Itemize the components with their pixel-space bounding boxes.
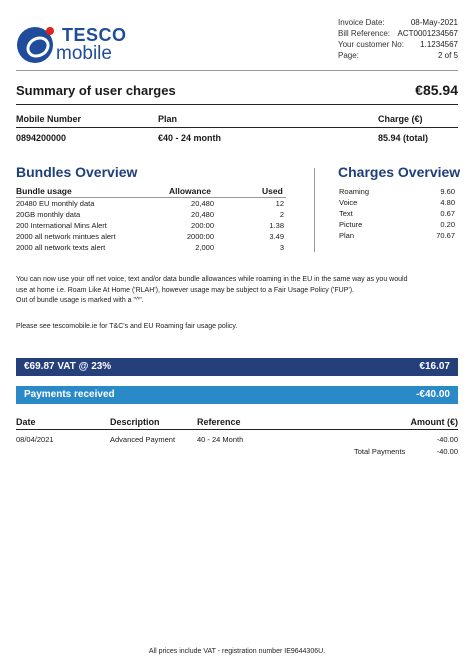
roaming-note: You can now use your off net voice, text and/or data bundle allowances while roaming in the EU in the same way as you would use at home i.e. Roam Like At Home ('RLAH'), however usage may be subject to a Fair Usage Policy ('FUP'). Out of bundle usage is marked with a "^". [16, 276, 408, 304]
header-amount: Amount (€) [410, 417, 458, 427]
payments-label: Payments received [24, 389, 115, 400]
payments-bar [16, 386, 458, 404]
total-payments-label: Total Payments [354, 447, 406, 456]
summary-title: Summary of user charges [16, 83, 176, 98]
logo-product: mobile [56, 43, 112, 64]
meta-page: Page: 2 of 5 [338, 51, 458, 60]
table-row: Picture 0.20 [339, 220, 455, 229]
payment-description: Advanced Payment [110, 435, 176, 444]
meta-customer-no: Your customer No: 1.1234567 [338, 40, 458, 49]
header-reference: Reference [197, 417, 241, 427]
table-row: 2000 all network texts alert 2,000 3 [16, 243, 284, 252]
summary-total: €85.94 [415, 82, 458, 98]
divider [16, 104, 458, 105]
section-divider [314, 168, 315, 252]
table-row: 20480 EU monthly data 20,480 12 [16, 199, 284, 208]
table-row: 20GB monthly data 20,480 2 [16, 210, 284, 219]
meta-invoice-date: Invoice Date: 08-May-2021 [338, 18, 458, 27]
table-row: Roaming 9.60 [339, 187, 455, 196]
charges-title: Charges Overview [338, 164, 461, 180]
table-row: Text 0.67 [339, 209, 455, 218]
bundles-title: Bundles Overview [16, 164, 138, 180]
total-payments-value: -40.00 [436, 447, 458, 456]
allowance-header: Allowance [169, 186, 212, 196]
used-header: Used [262, 186, 283, 196]
footer-vat-note: All prices include VAT - registration number IE9644306U. [148, 648, 326, 655]
table-row: Voice 4.80 [339, 198, 455, 207]
logo-red-dot [46, 27, 54, 35]
table-row: 2000 all network mintues alert 2000:00 3.49 [16, 232, 284, 241]
mobile-number: 0894200000 [16, 133, 67, 143]
invoice-meta [338, 17, 458, 61]
vat-value: €16.07 [419, 361, 450, 372]
header-charge: Charge (€) [378, 114, 423, 124]
table-row: Plan 70.67 [339, 231, 455, 240]
table-row: 200 International Mins Alert 200:00 1.38 [16, 221, 284, 230]
payment-reference: 40 - 24 Month [197, 435, 244, 444]
header-mobile-number: Mobile Number [16, 114, 82, 124]
vat-bar [16, 358, 458, 376]
bundle-usage-header: Bundle usage [16, 186, 72, 196]
charges-table [339, 186, 455, 241]
header-description: Description [110, 417, 160, 427]
meta-bill-reference: Bill Reference: ACT0001234567 [338, 29, 458, 38]
terms-note: Please see tescomobile.ie for T&C's and EU Roaming fair usage policy. [16, 323, 238, 330]
divider [16, 127, 458, 128]
vat-label: €69.87 VAT @ 23% [24, 361, 112, 372]
bundle-table [16, 198, 286, 253]
header-plan: Plan [158, 114, 178, 124]
charge-total: 85.94 (total) [378, 133, 429, 143]
logo-brand: TESCO [62, 25, 127, 45]
payment-amount: -40.00 [436, 435, 458, 444]
payment-date: 08/04/2021 [16, 435, 54, 444]
payments-value: -€40.00 [416, 389, 450, 400]
plan-name: €40 - 24 month [158, 133, 222, 143]
divider [16, 70, 458, 71]
divider [16, 429, 458, 430]
header-date: Date [16, 417, 36, 427]
